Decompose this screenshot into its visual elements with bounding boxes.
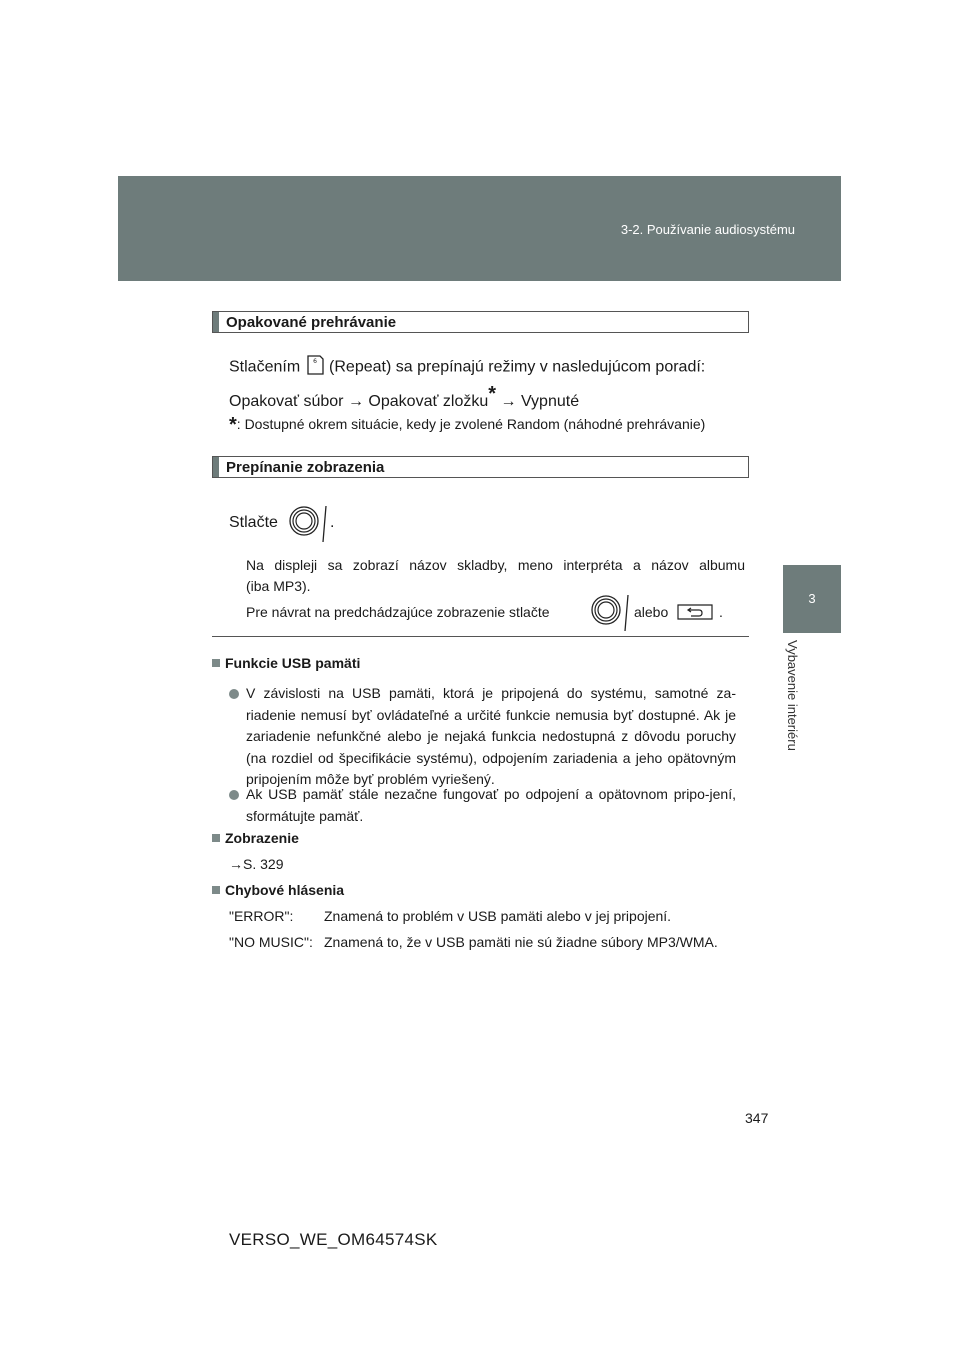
- heading-bar: [213, 457, 219, 477]
- display-instruction: [229, 514, 278, 532]
- repeat-instruction-a: Stlačením: [229, 358, 301, 376]
- footnote: [229, 414, 705, 437]
- display-page-ref: →S. 329: [229, 856, 284, 872]
- dot-bullet-icon: [229, 790, 239, 800]
- usb-functions-title-text: Funkcie USB pamäti: [225, 655, 361, 671]
- document-code: VERSO_WE_OM64574SK: [229, 1230, 438, 1249]
- section-heading-repeat: [212, 311, 749, 333]
- repeat-instruction: [229, 354, 705, 381]
- asterisk-mark: *: [488, 383, 497, 405]
- usb-functions-title: [212, 655, 360, 671]
- return-instruction: Pre návrat na predchádzajúce zobrazenie stlačte: [246, 604, 550, 620]
- square-bullet-icon: [212, 834, 220, 842]
- back-button-icon: [676, 602, 714, 622]
- seq-item-2: Opakovať zložku: [368, 393, 489, 410]
- display-desc-line1: Na displeji sa zobrazí názov skladby, meno interpréta a názov albumu: [246, 557, 745, 573]
- error-messages-title: [212, 882, 344, 898]
- press-end: .: [330, 514, 335, 531]
- knob-button-icon: [588, 591, 632, 633]
- repeat-button-icon: [305, 354, 325, 381]
- arrow-icon: →: [347, 393, 364, 410]
- repeat-sequence: [229, 383, 579, 411]
- dot-bullet-icon: [229, 689, 239, 699]
- page-number: 347: [745, 1110, 769, 1126]
- error-code: "NO MUSIC":: [229, 934, 313, 950]
- square-bullet-icon: [212, 659, 220, 667]
- section-heading-display: [212, 456, 749, 478]
- heading-bar: [213, 312, 219, 332]
- seq-item-1: Opakovať súbor: [229, 393, 344, 410]
- repeat-instruction-b: (Repeat) sa prepínajú režimy v nasledujúcom poradí:: [329, 358, 706, 376]
- chapter-tab-number: 3: [808, 591, 816, 606]
- return-end: .: [719, 604, 723, 620]
- chapter-title: 3-2. Používanie audiosystému: [620, 222, 795, 237]
- error-messages-title-text: Chybové hlásenia: [225, 882, 345, 898]
- display-desc-line2: (iba MP3).: [246, 578, 311, 594]
- error-text: Znamená to problém v USB pamäti alebo v jej pripojení.: [324, 908, 672, 924]
- square-bullet-icon: [212, 886, 220, 894]
- return-or: alebo: [634, 604, 669, 620]
- knob-button-icon: [286, 502, 330, 544]
- chapter-tab-label: Vybavenie interiéru: [785, 640, 800, 751]
- display-title: [212, 830, 299, 846]
- divider: [212, 636, 749, 637]
- usb-note-1: V závislosti na USB pamäti, ktorá je pripojená do systému, samotné za-riadenie nemusí byť ovládateľné a určité funkcie nemusia byť dostupné. Ak je zariadenie nefunkčné alebo je nejaká funkcia nedostupná z dôvodu poruchy (na rozdiel od špecifikácie systému), odpojením zariadenia a jeho opätovným pripojením môže byť problém vyriešený.: [246, 685, 736, 787]
- error-code: "ERROR":: [229, 908, 294, 924]
- chapter-header: [118, 176, 841, 281]
- press-text: Stlačte: [229, 514, 278, 531]
- chapter-tab: [783, 565, 841, 633]
- display-title-text: Zobrazenie: [225, 830, 299, 846]
- svg-text:6: 6: [312, 358, 317, 365]
- footnote-mark: *: [229, 414, 237, 436]
- footnote-text: : Dostupné okrem situácie, kedy je zvolené Random (náhodné prehrávanie): [236, 416, 706, 432]
- section-heading-text: Prepínanie zobrazenia: [226, 459, 385, 476]
- section-heading-text: Opakované prehrávanie: [226, 314, 397, 331]
- arrow-icon: →: [500, 393, 517, 410]
- usb-note-2: Ak USB pamäť stále nezačne fungovať po odpojení a opätovnom pripo-jení, sformátujte pamäť.: [246, 786, 736, 824]
- seq-item-3: Vypnuté: [520, 393, 580, 410]
- error-text: Znamená to, že v USB pamäti nie sú žiadne súbory MP3/WMA.: [324, 934, 718, 950]
